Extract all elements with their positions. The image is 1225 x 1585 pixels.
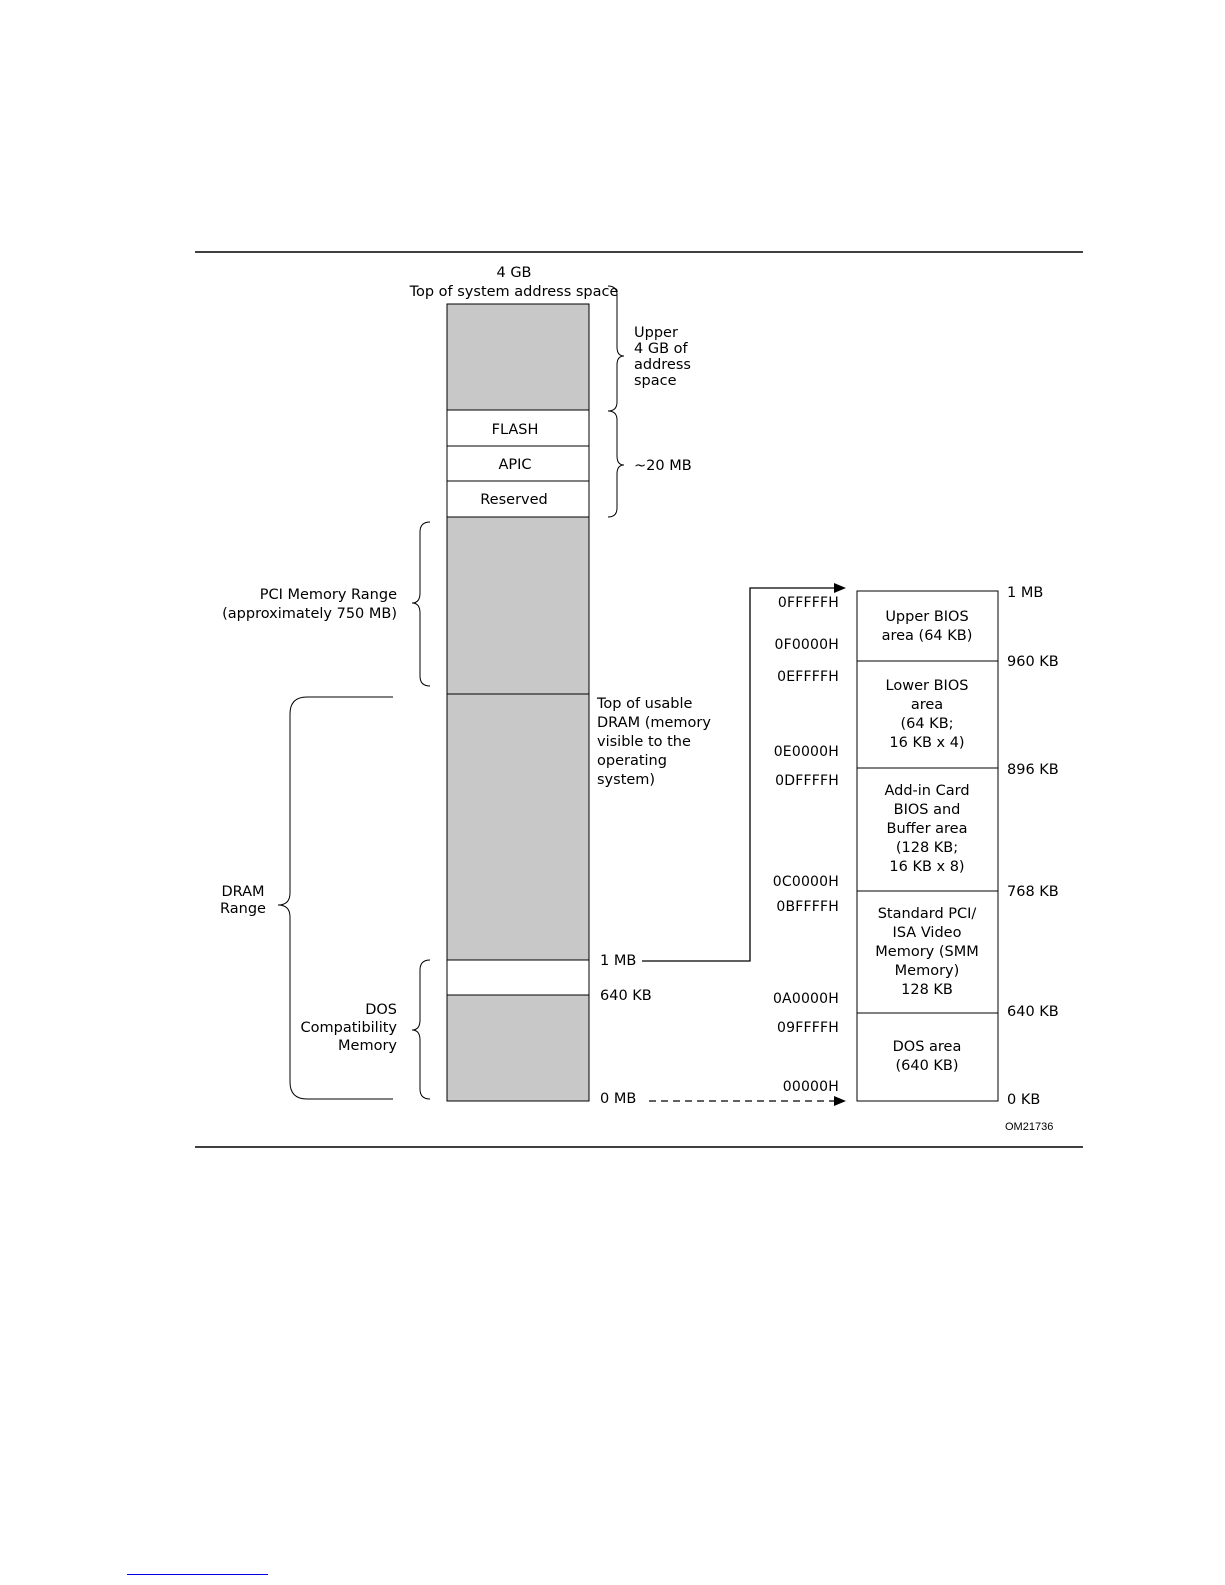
upper-space-line-2: 4 GB of xyxy=(634,341,688,357)
lower-bios-line-4: 16 KB x 4) xyxy=(889,735,965,751)
dos-area-block xyxy=(857,1013,998,1101)
video-memory-line-3: Memory (SMM xyxy=(875,944,979,960)
mark-0mb: 0 MB xyxy=(600,1091,637,1107)
footnote-separator-link[interactable] xyxy=(127,1574,268,1575)
size-640kb: 640 KB xyxy=(1007,1004,1059,1020)
addin-card-line-1: Add-in Card xyxy=(884,783,970,799)
addr-0f0000h: 0F0000H xyxy=(774,637,839,653)
size-960kb: 960 KB xyxy=(1007,654,1059,670)
addr-0c0000h: 0C0000H xyxy=(772,874,839,890)
video-memory-line-1: Standard PCI/ xyxy=(877,906,977,922)
size-0kb: 0 KB xyxy=(1007,1092,1041,1108)
addin-card-line-4: (128 KB; xyxy=(895,840,959,856)
addin-card-line-3: Buffer area xyxy=(886,821,968,837)
dos-compat-line-2: Compatibility xyxy=(300,1020,397,1036)
apic-label: APIC xyxy=(498,457,532,473)
upper-space-line-1: Upper xyxy=(634,325,678,341)
upper-address-block xyxy=(447,304,589,410)
top-value: 4 GB xyxy=(496,265,532,281)
addin-card-line-2: BIOS and xyxy=(893,802,961,818)
top-usable-line-3: visible to the xyxy=(597,734,691,750)
top-usable-line-4: operating xyxy=(597,753,667,769)
video-memory-line-2: ISA Video xyxy=(892,925,962,941)
lower-bios-line-2: area xyxy=(910,697,944,713)
dram-range-line-1: DRAM xyxy=(221,884,265,900)
addr-00000h: 00000H xyxy=(782,1079,839,1095)
size-896kb: 896 KB xyxy=(1007,762,1059,778)
dos-compat-line-3: Memory xyxy=(338,1038,397,1054)
addr-0bffffh: 0BFFFFH xyxy=(776,899,839,915)
lower-bios-line-1: Lower BIOS xyxy=(885,678,969,694)
video-memory-line-5: 128 KB xyxy=(901,982,953,998)
pci-range-line-2: (approximately 750 MB) xyxy=(222,606,397,622)
mark-1mb: 1 MB xyxy=(600,953,637,969)
addr-0e0000h: 0E0000H xyxy=(773,744,839,760)
upper-bios-line-1: Upper BIOS xyxy=(885,609,969,625)
upper-bios-block xyxy=(857,591,998,661)
dram-range-line-2: Range xyxy=(220,901,266,917)
addr-09ffffh: 09FFFFH xyxy=(777,1020,839,1036)
firmware-brace xyxy=(608,411,624,517)
upper-space-line-4: space xyxy=(634,373,677,389)
expand-arrowhead xyxy=(834,583,846,593)
top-usable-line-5: system) xyxy=(597,772,656,788)
usable-dram-block xyxy=(447,694,589,960)
video-memory-line-4: Memory) xyxy=(894,963,960,979)
addin-card-line-5: 16 KB x 8) xyxy=(889,859,965,875)
firmware-size-label: ~20 MB xyxy=(634,458,692,474)
addr-0fffffh: 0FFFFFH xyxy=(777,595,839,611)
lower-bios-line-3: (64 KB; xyxy=(900,716,954,732)
addr-0effffh: 0EFFFFH xyxy=(777,669,839,685)
pci-range-line-1: PCI Memory Range xyxy=(259,587,397,603)
addr-0dffffh: 0DFFFFH xyxy=(775,773,839,789)
dos-memory-block xyxy=(447,995,589,1101)
dos-compat-line-1: DOS xyxy=(365,1002,397,1018)
dos-compat-brace xyxy=(412,960,430,1099)
addr-0a0000h: 0A0000H xyxy=(772,991,839,1007)
figure-id: OM21736 xyxy=(1005,1121,1054,1133)
top-usable-line-1: Top of usable xyxy=(597,696,693,712)
flash-label: FLASH xyxy=(491,422,539,438)
size-1mb: 1 MB xyxy=(1007,585,1044,601)
top-usable-line-2: DRAM (memory xyxy=(597,715,711,731)
dos-area-line-2: (640 KB) xyxy=(895,1058,959,1074)
base-dashed-arrowhead xyxy=(834,1096,846,1106)
upper-bios-line-2: area (64 KB) xyxy=(881,628,973,644)
dos-area-line-1: DOS area xyxy=(892,1039,962,1055)
reserved-label: Reserved xyxy=(480,492,548,508)
pci-range-brace xyxy=(412,522,430,686)
top-caption: Top of system address space xyxy=(409,284,619,300)
upper-space-brace xyxy=(608,286,624,411)
size-768kb: 768 KB xyxy=(1007,884,1059,900)
mark-640kb: 640 KB xyxy=(600,988,652,1004)
pci-memory-block xyxy=(447,517,589,694)
compat-gap-block xyxy=(447,960,589,995)
upper-space-line-3: address xyxy=(634,357,691,373)
